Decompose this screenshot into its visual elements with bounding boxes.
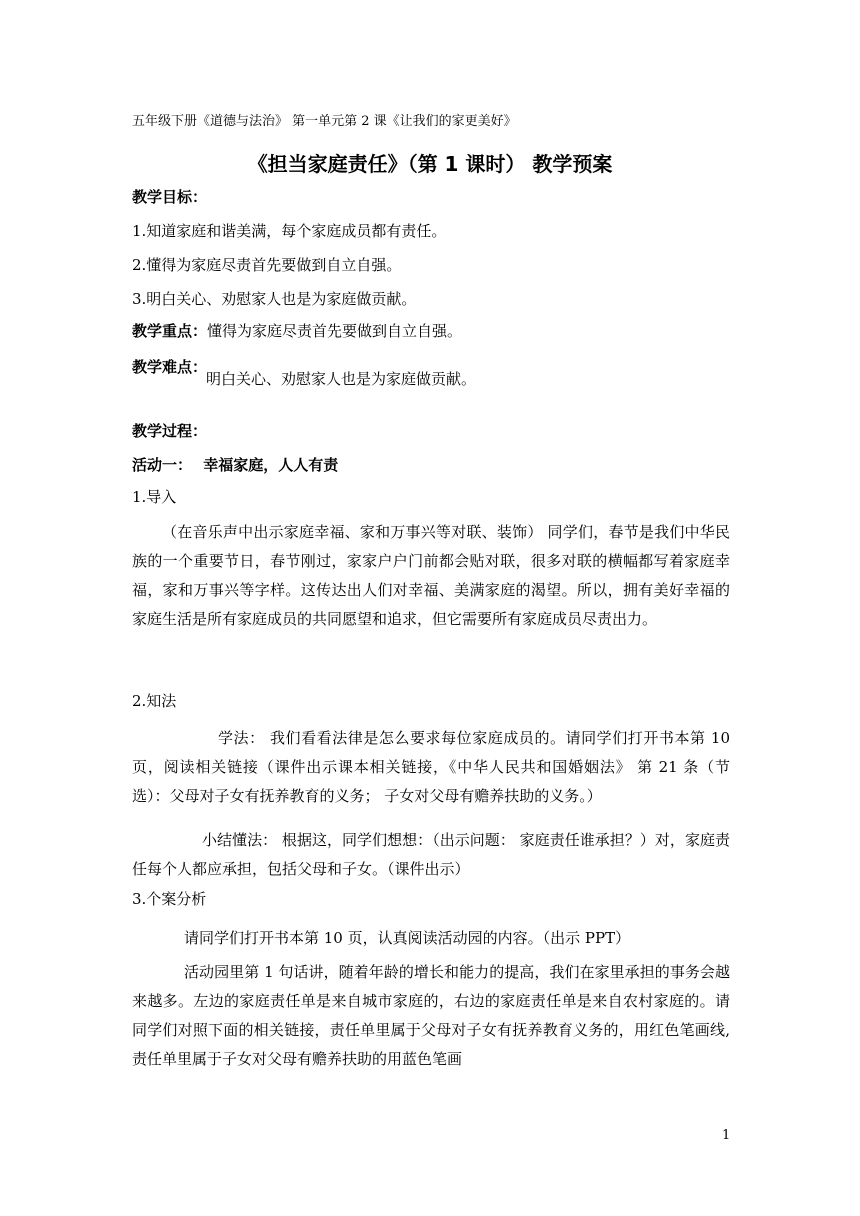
key-point-text: 懂得为家庭尽责首先要做到自立自强。 [207, 322, 463, 340]
objective-item: 3.明白关心、劝慰家人也是为家庭做贡献。 [132, 290, 417, 308]
document-title: 《担当家庭责任》（第 1 课时） 教学预案 [247, 152, 613, 176]
course-header-line: 五年级下册《道德与法治》 第一单元第 2 课《让我们的家更美好》 [132, 114, 517, 129]
section-title: 1.导入 [132, 488, 177, 506]
process-heading: 教学过程： [132, 422, 208, 440]
page-number: 1 [722, 1128, 731, 1143]
section-paragraph: 活动园里第 1 句话讲，随着年龄的增长和能力的提高，我们在家里承担的事务会越来越多。左边的家庭责任单是来自城市家庭的，右边的家庭责任单是来自农村家庭的。请同学们对照下面的相关链接，责任单里属于父母对子女有抚养教育义务的，用红色笔画线,责任单里属于子女对父母有赡养扶助的用蓝色笔画 [132, 963, 730, 1068]
section-paragraph: （在音乐声中出示家庭幸福、家和万事兴等对联、装饰） 同学们，春节是我们中华民族的一个重要节日，春节刚过，家家户户门前都会贴对联，很多对联的横幅都写着家庭幸福，家和万事兴等字样。这传达出人们对幸福、美满家庭的渴望。所以，拥有美好幸福的家庭生活是所有家庭成员的共同愿望和追求，但它需要所有家庭成员尽责出力。 [132, 523, 730, 628]
objective-item: 1.知道家庭和谐美满，每个家庭成员都有责任。 [132, 222, 447, 240]
section-paragraph: 小结懂法： 根据这，同学们想想：（出示问题： 家庭责任谁承担？）对，家庭责任每个人都应承担，包括父母和子女。（课件出示） [132, 831, 730, 878]
section-paragraph: 请同学们打开书本第 10 页，认真阅读活动园的内容。（出示 PPT） [184, 929, 631, 947]
objective-item: 2.懂得为家庭尽责首先要做到自立自强。 [132, 256, 402, 274]
activity-heading: 活动一： 幸福家庭，人人有责 [132, 456, 339, 474]
objectives-heading: 教学目标： [132, 188, 208, 206]
key-point-row [132, 320, 462, 341]
section-title: 2.知法 [132, 692, 177, 710]
difficulty-label: 教学难点： [132, 358, 208, 376]
key-point-label: 教学重点： [132, 322, 208, 340]
section-title: 3.个案分析 [132, 890, 207, 908]
difficulty-text: 明白关心、劝慰家人也是为家庭做贡献。 [206, 370, 477, 388]
section-paragraph: 学法： 我们看看法律是怎么要求每位家庭成员的。请同学们打开书本第 10 页，阅读相关链接（课件出示课本相关链接，《中华人民共和国婚姻法》 第 21 条（节选）：父母对子女有抚养教育的义务； 子女对父母有赡养扶助的义务。） [132, 729, 730, 805]
